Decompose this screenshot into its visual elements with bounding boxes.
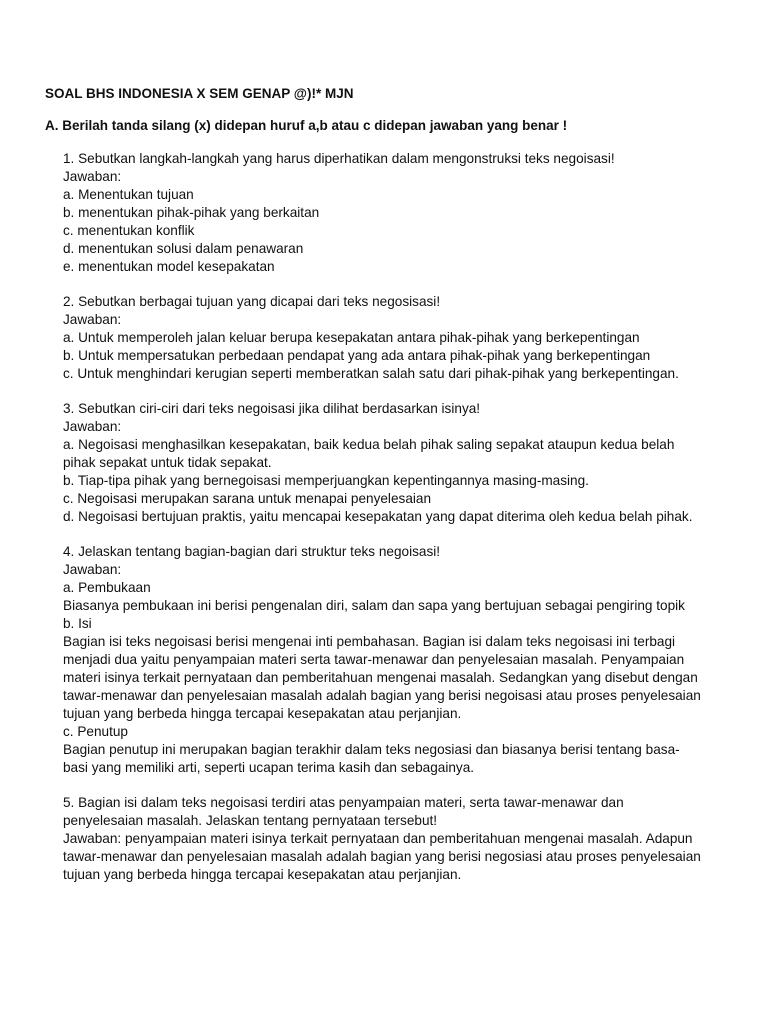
question-text-line: materi isinya terkait pernyataan dan pemberitahuan mengenai masalah. Sedangkan yang disebut dengan [63,670,698,685]
question-text-line: 5. Bagian isi dalam teks negoisasi terdiri atas penyampaian materi, serta tawar-menawar dan [63,795,624,810]
question-text-line: 4. Jelaskan tentang bagian-bagian dari struktur teks negoisasi! [63,544,441,559]
question-text-line: a. Negoisasi menghasilkan kesepakatan, baik kedua belah pihak saling sepakat ataupun kedua belah [63,437,675,452]
question-text-line: c. Penutup [63,724,128,739]
question-text-line: tujuan yang berbeda hingga tercapai kesepakatan atau perjanjian. [63,867,462,882]
question-text-line: Jawaban: penyampaian materi isinya terkait pernyataan dan pemberitahuan mengenai masalah. Adapun [63,831,693,846]
question-text-line: tawar-menawar dan penyelesaian masalah adalah bagian yang berisi negosiasi atau proses penyelesaian [63,849,701,864]
question-text-line: a. Menentukan tujuan [63,187,194,202]
question-block [63,794,743,884]
question-text-line: 2. Sebutkan berbagai tujuan yang dicapai dari teks negosisasi! [63,294,441,309]
document-title: SOAL BHS INDONESIA X SEM GENAP @)!* MJN [45,86,354,101]
question-text-line: c. Negoisasi merupakan sarana untuk menapai penyelesaian [63,491,432,506]
question-block [63,293,743,383]
question-text-line: Jawaban: [63,562,122,577]
question-text-line: Bagian penutup ini merupakan bagian terakhir dalam teks negosiasi dan biasanya berisi tentang basa- [63,742,680,757]
question-block [63,543,743,777]
question-text-line: Jawaban: [63,419,122,434]
question-text-line: c. Untuk menghindari kerugian seperti memberatkan salah satu dari pihak-pihak yang berkepentingan. [63,366,679,381]
question-text-line: 1. Sebutkan langkah-langkah yang harus diperhatikan dalam mengonstruksi teks negoisasi! [63,151,615,166]
question-text-line: 3. Sebutkan ciri-ciri dari teks negoisasi jika dilihat berdasarkan isinya! [63,401,481,416]
question-text-line: d. Negoisasi bertujuan praktis, yaitu mencapai kesepakatan yang dapat diterima oleh kedua belah pihak. [63,509,693,524]
question-text-line: b. Untuk mempersatukan perbedaan pendapat yang ada antara pihak-pihak yang berkepentingan [63,348,651,363]
question-text-line: menjadi dua yaitu penyampaian materi serta tawar-menawar dan penyelesaian masalah. Penyampaian [63,652,685,667]
question-text-line: pihak sepakat untuk tidak sepakat. [63,455,272,470]
question-text-line: tujuan yang berbeda hingga tercapai kesepakatan atau perjanjian. [63,706,462,721]
question-text-line: Jawaban: [63,312,122,327]
question-text-line: a. Pembukaan [63,580,151,595]
question-text-line: b. Tiap-tipa pihak yang bernegoisasi memperjuangkan kepentingannya masing-masing. [63,473,589,488]
question-block [63,150,743,276]
question-text-line: Jawaban: [63,169,122,184]
question-text-line: a. Untuk memperoleh jalan keluar berupa kesepakatan antara pihak-pihak yang berkepentingan [63,330,640,345]
question-text-line: b. Isi [63,616,92,631]
question-text-line: tawar-menawar dan penyelesaian masalah adalah bagian yang berisi negoisasi atau proses penyelesaian [63,688,701,703]
question-text-line: c. menentukan konflik [63,223,195,238]
question-text-line: basi yang memiliki arti, seperti ucapan terima kasih dan sebagainya. [63,760,475,775]
question-block [63,400,743,526]
question-text-line: Bagian isi teks negoisasi berisi mengenai inti pembahasan. Bagian isi dalam teks negoisasi ini terbagi [63,634,676,649]
question-text-line: b. menentukan pihak-pihak yang berkaitan [63,205,320,220]
instruction-heading: A. Berilah tanda silang (x) didepan huruf a,b atau c didepan jawaban yang benar ! [45,118,568,133]
question-list [63,150,743,901]
question-text-line: penyelesaian masalah. Jelaskan tentang pernyataan tersebut! [63,813,438,828]
question-text-line: d. menentukan solusi dalam penawaran [63,241,304,256]
question-text-line: Biasanya pembukaan ini berisi pengenalan diri, salam dan sapa yang bertujuan sebagai pengiring topik [63,598,685,613]
question-text-line: e. menentukan model kesepakatan [63,259,275,274]
